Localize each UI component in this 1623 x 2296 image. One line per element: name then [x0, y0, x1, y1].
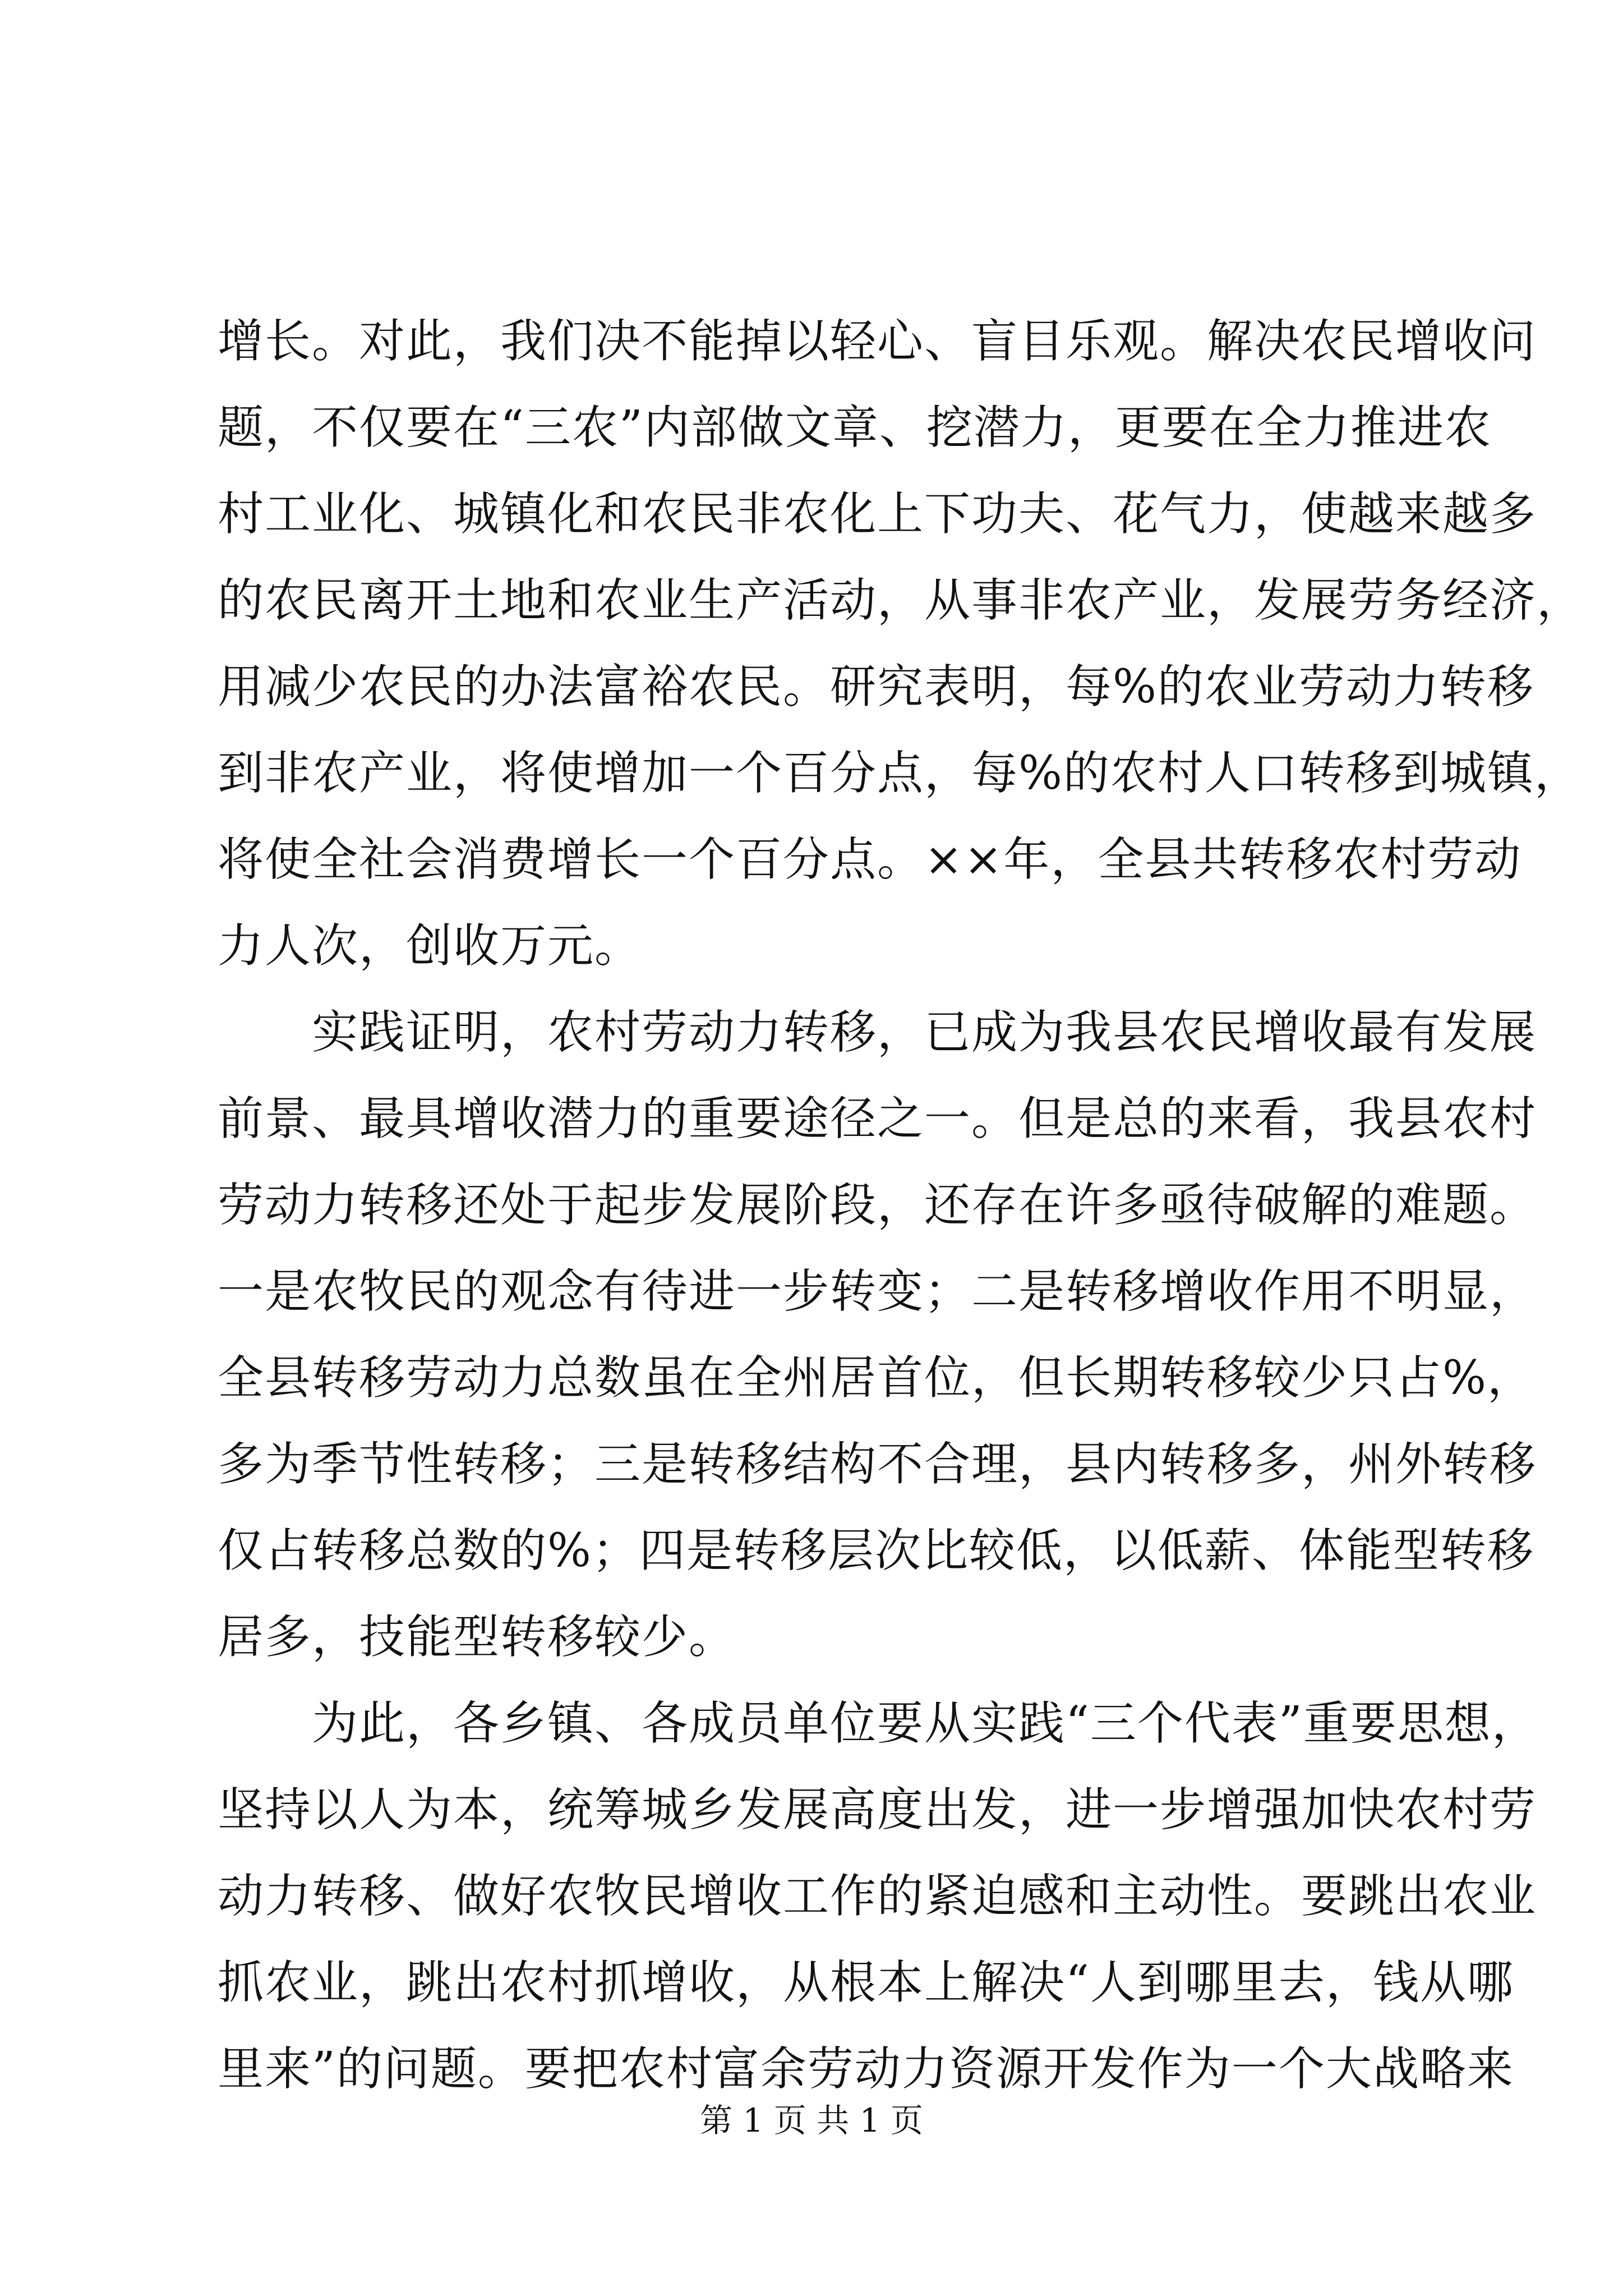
text-line: 动力转移、做好农牧民增收工作的紧迫感和主动性。要跳出农业 — [218, 1870, 1537, 1923]
text-line: 居多，技能型转移较少。 — [218, 1611, 736, 1664]
text-line: 劳动力转移还处于起步发展阶段，还存在许多亟待破解的难题。 — [218, 1179, 1537, 1232]
text-line: 抓农业，跳出农村抓增收，从根本上解决“人到哪里去，钱从哪 — [218, 1956, 1514, 2009]
text-line: 将使全社会消费增长一个百分点。××年，全县共转移农村劳动 — [218, 833, 1522, 886]
text-line: 到非农产业，将使增加一个百分点，每%的农村人口转移到城镇， — [218, 747, 1581, 800]
text-line: 一是农牧民的观念有待进一步转变；二是转移增收作用不明显， — [218, 1265, 1537, 1318]
text-line: 力人次，创收万元。 — [218, 919, 642, 973]
body-text — [218, 298, 1584, 2113]
text-line: 坚持以人为本，统筹城乡发展高度出发，进一步增强加快农村劳 — [218, 1783, 1537, 1837]
text-line: 用减少农民的办法富裕农民。研究表明，每%的农业劳动力转移 — [218, 660, 1534, 714]
text-line: 实践证明，农村劳动力转移，已成为我县农民增收最有发展 — [218, 1006, 1537, 1059]
text-line: 的农民离开土地和农业生产活动，从事非农产业，发展劳务经济， — [218, 574, 1584, 627]
text-line: 增长。对此，我们决不能掉以轻心、盲目乐观。解决农民增收问 — [218, 315, 1537, 368]
text-line: 题，不仅要在“三农”内部做文章、挖潜力，更要在全力推进农 — [218, 401, 1492, 454]
text-line: 村工业化、城镇化和农民非农化上下功夫、花气力，使越来越多 — [218, 487, 1537, 541]
text-line: 为此，各乡镇、各成员单位要从实践“三个代表”重要思想， — [218, 1697, 1539, 1750]
text-line: 前景、最具增收潜力的重要途径之一。但是总的来看，我县农村 — [218, 1092, 1537, 1145]
text-line: 多为季节性转移；三是转移结构不合理，县内转移多，州外转移 — [218, 1438, 1537, 1491]
text-line: 里来”的问题。要把农村富余劳动力资源开发作为一个大战略来 — [218, 2042, 1514, 2096]
page-footer: 第 1 页 共 1 页 — [700, 2101, 923, 2139]
text-line: 仅占转移总数的%；四是转移层次比较低，以低薪、体能型转移 — [218, 1524, 1534, 1577]
text-line: 全县转移劳动力总数虽在全州居首位，但长期转移较少只占%， — [218, 1351, 1534, 1405]
